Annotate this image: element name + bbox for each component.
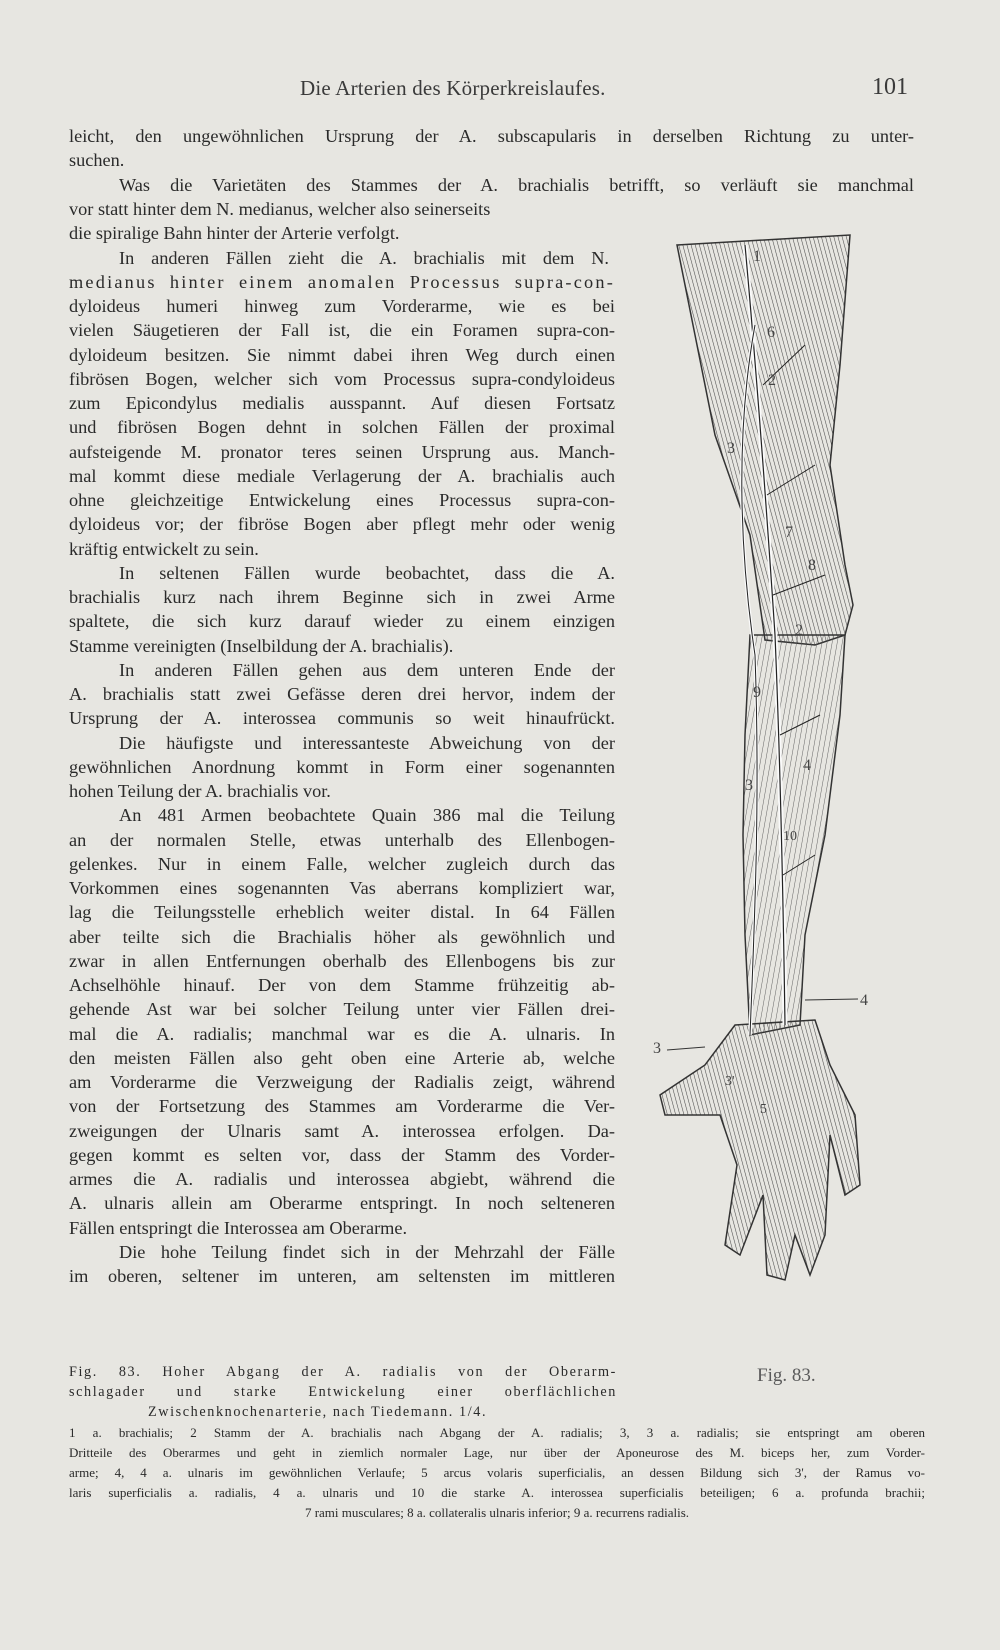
- body-line: armes die A. radialis und interossea abgiebt, während die: [69, 1169, 615, 1189]
- body-line: An 481 Armen beobachtete Quain 386 mal die Teilung: [119, 805, 615, 825]
- figure-number: 9: [753, 684, 761, 701]
- figure-legend-line: 7 rami musculares; 8 a. collateralis ulnaris inferior; 9 a. recurrens radialis.: [304, 1505, 690, 1520]
- body-line: dyloideus vor; der fibröse Bogen aber pflegt mehr oder wenig: [69, 514, 615, 534]
- body-line: medianus hinter einem anomalen Processus supra-con-: [69, 272, 615, 292]
- figure-number: 3: [653, 1040, 661, 1057]
- body-line: ohne gleichzeitige Entwickelung eines Processus supra-con-: [69, 490, 615, 510]
- body-line: zweigungen der Ulnaris samt A. interossea erfolgen. Da-: [69, 1121, 615, 1141]
- body-line: aber teilte sich die Brachialis höher als gewöhnlich und: [69, 927, 615, 947]
- body-line: zum Epicondylus medialis ausspannt. Auf diesen Fortsatz: [69, 393, 615, 413]
- figure-number: 1: [753, 248, 761, 265]
- figure-number: 6: [767, 324, 775, 341]
- body-line: mal kommt diese mediale Verlagerung der A. brachialis auch: [69, 466, 615, 486]
- body-line: In anderen Fällen zieht die A. brachialis mit dem N.: [119, 248, 609, 268]
- figure-legend-line: laris superficialis a. radialis, 4 a. ulnaris und 10 die starke A. interossea superficialis beteiligen; 6 a. profunda brachii;: [69, 1485, 925, 1500]
- hand: [660, 1020, 860, 1280]
- body-line: fibrösen Bogen, welcher sich vom Processus supra-condyloideus: [69, 369, 615, 389]
- figure-label: Fig. 83.: [757, 1365, 816, 1386]
- body-line: mal die A. radialis; manchmal war es die A. ulnaris. In: [69, 1024, 615, 1044]
- figure-number: 2: [768, 372, 776, 389]
- figure-number: 5: [760, 1102, 767, 1117]
- body-line: Fällen entspringt die Interossea am Oberarme.: [69, 1218, 408, 1238]
- body-line: spaltete, die sich kurz darauf wieder zu einem einzigen: [69, 611, 615, 631]
- body-line: gewöhnlichen Anordnung kommt in Form einer sogenannten: [69, 757, 615, 777]
- body-line: lag die Teilungsstelle erheblich weiter distal. In 64 Fällen: [69, 902, 615, 922]
- figure-caption-line: Zwischenknochenarterie, nach Tiedemann. 1/4.: [148, 1404, 488, 1420]
- body-line: dyloideus humeri hinweg zum Vorderarme, wie es bei: [69, 296, 615, 316]
- body-line: suchen.: [69, 150, 125, 170]
- figure-caption-line: schlagader und starke Entwickelung einer oberflächlichen: [69, 1384, 617, 1400]
- arm-engraving: [655, 235, 930, 1365]
- figure-legend-line: 1 a. brachialis; 2 Stamm der A. brachialis nach Abgang der A. radialis; 3, 3 a. radialis; sie entspringt am oberen: [69, 1425, 925, 1440]
- body-line: an der normalen Stelle, etwas unterhalb des Ellenbogen-: [69, 830, 615, 850]
- body-line: Stamme vereinigten (Inselbildung der A. brachialis).: [69, 636, 454, 656]
- body-line: Die häufigste und interessanteste Abweichung von der: [119, 733, 615, 753]
- body-line: Achselhöhle hinauf. Der von dem Stamme frühzeitig ab-: [69, 975, 615, 995]
- body-line: und fibrösen Bogen dehnt in solchen Fällen der proximal: [69, 417, 615, 437]
- body-line: Was die Varietäten des Stammes der A. brachialis betrifft, so verläuft sie manchmal: [119, 175, 914, 195]
- body-line: In anderen Fällen gehen aus dem unteren Ende der: [119, 660, 615, 680]
- body-line: von der Fortsetzung des Stammes am Vorderarme die Ver-: [69, 1096, 615, 1116]
- figure-number: 4: [860, 992, 868, 1009]
- figure-number: 8: [808, 557, 816, 574]
- page-number: 101: [872, 74, 908, 100]
- body-line: aufsteigende M. pronator teres seinen Ursprung aus. Manch-: [69, 442, 615, 462]
- figure-number: 4: [803, 757, 811, 774]
- body-line: kräftig entwickelt zu sein.: [69, 539, 259, 559]
- figure-number: 3: [727, 440, 735, 457]
- body-line: gelenkes. Nur in einem Falle, welcher zugleich durch das: [69, 854, 615, 874]
- body-line: dyloideum besitzen. Sie nimmt dabei ihren Weg durch einen: [69, 345, 615, 365]
- body-line: zwar in allen Entfernungen oberhalb des Ellenbogens bis zur: [69, 951, 615, 971]
- body-line: im oberen, seltener im unteren, am seltensten im mittleren: [69, 1266, 615, 1286]
- figure-legend-line: arme; 4, 4 a. ulnaris im gewöhnlichen Verlaufe; 5 arcus volaris superficialis, an dessen Bildung sich 3', der Ramus vo-: [69, 1465, 925, 1480]
- running-title: Die Arterien des Körperkreislaufes.: [300, 76, 606, 100]
- arm-arteries-illustration: [655, 235, 930, 1365]
- body-line: gehende Ast war bei solcher Teilung unter vier Fällen drei-: [69, 999, 615, 1019]
- body-line: leicht, den ungewöhnlichen Ursprung der A. subscapularis in derselben Richtung zu unter-: [69, 126, 914, 146]
- body-line: vielen Säugetieren der Fall ist, die ein Foramen supra-con-: [69, 320, 615, 340]
- figure-number: 3': [725, 1074, 735, 1089]
- body-line: am Vorderarme die Verzweigung der Radialis zeigt, während: [69, 1072, 615, 1092]
- body-line: gegen kommt es selten vor, dass der Stamm des Vorder-: [69, 1145, 615, 1165]
- figure-number: 3: [745, 777, 753, 794]
- body-line: In seltenen Fällen wurde beobachtet, dass die A.: [119, 563, 615, 583]
- figure-number: 2: [795, 622, 803, 639]
- body-line: A. brachialis statt zwei Gefässe deren drei hervor, indem der: [69, 684, 615, 704]
- body-line: den meisten Fällen also geht oben eine Arterie ab, welche: [69, 1048, 615, 1068]
- figure-number: 10: [783, 829, 797, 844]
- body-line: Ursprung der A. interossea communis so weit hinaufrückt.: [69, 708, 615, 728]
- body-line: hohen Teilung der A. brachialis vor.: [69, 781, 331, 801]
- upper-arm: [677, 235, 853, 645]
- body-line: die spiralige Bahn hinter der Arterie verfolgt.: [69, 223, 400, 243]
- body-line: A. ulnaris allein am Oberarme entspringt. In noch selteneren: [69, 1193, 615, 1213]
- figure-caption-line: Fig. 83. Hoher Abgang der A. radialis von der Oberarm-: [69, 1364, 617, 1380]
- figure-legend-line: Dritteile des Oberarmes und geht in ziemlich normaler Lage, nur über der Aponeurose des M. biceps her, zum Vorder-: [69, 1445, 925, 1460]
- body-line: vor statt hinter dem N. medianus, welcher also seinerseits: [69, 199, 491, 219]
- body-line: Vorkommen eines sogenannten Vas aberrans kompliziert war,: [69, 878, 615, 898]
- figure-number: 7: [785, 524, 793, 541]
- body-line: Die hohe Teilung findet sich in der Mehrzahl der Fälle: [119, 1242, 615, 1262]
- body-line: brachialis kurz nach ihrem Beginne sich in zwei Arme: [69, 587, 615, 607]
